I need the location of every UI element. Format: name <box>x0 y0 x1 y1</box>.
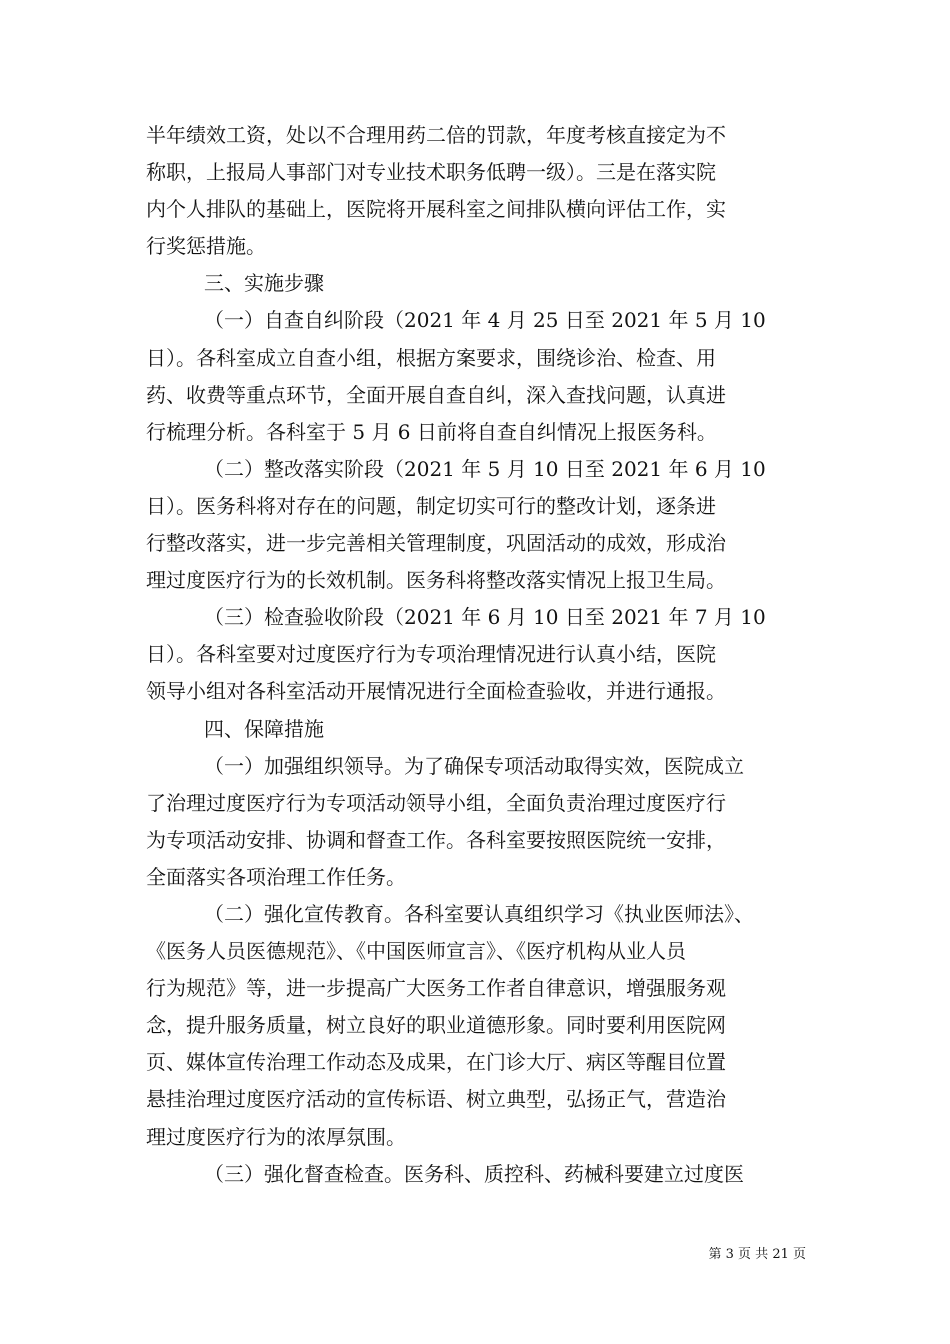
text-line: 行为规范》等，进一步提高广大医务工作者自律意识，增强服务观 <box>146 976 726 1001</box>
text-line: 药、收费等重点环节，全面开展自查自纠，深入查找问题，认真进 <box>146 382 726 407</box>
text-line: 行梳理分析。各科室于 5 月 6 日前将自查自纠情况上报医务科。 <box>146 419 717 444</box>
text-line: 页、媒体宣传治理工作动态及成果，在门诊大厅、病区等醒目位置 <box>146 1050 726 1075</box>
text-line: （三）强化督查检查。医务科、质控科、药械科要建立过度医 <box>204 1161 744 1186</box>
text-line: 《医务人员医德规范》、《中国医师宣言》、《医疗机构从业人员 <box>146 939 686 964</box>
text-line: 称职，上报局人事部门对专业技术职务低聘一级）。三是在落实院 <box>146 160 716 185</box>
text-line: 行整改落实，进一步完善相关管理制度，巩固活动的成效，形成治 <box>146 531 726 556</box>
text-line: 日）。各科室成立自查小组，根据方案要求，围绕诊治、检查、用 <box>146 345 716 370</box>
text-line: 为专项活动安排、协调和督查工作。各科室要按照医院统一安排， <box>146 827 726 852</box>
text-line: （二）整改落实阶段（2021 年 5 月 10 日至 2021 年 6 月 10 <box>204 456 766 481</box>
section-heading: 三、实施步骤 <box>204 271 324 296</box>
section-heading: 四、保障措施 <box>204 716 324 741</box>
text-line: 了治理过度医疗行为专项活动领导小组，全面负责治理过度医疗行 <box>146 790 726 815</box>
text-line: 理过度医疗行为的长效机制。医务科将整改落实情况上报卫生局。 <box>146 568 726 593</box>
text-line: 内个人排队的基础上，医院将开展科室之间排队横向评估工作，实 <box>146 197 726 222</box>
page-number: 第 3 页 共 21 页 <box>708 1247 806 1262</box>
text-line: 领导小组对各科室活动开展情况进行全面检查验收，并进行通报。 <box>146 679 726 704</box>
text-line: 日）。医务科将对存在的问题，制定切实可行的整改计划，逐条进 <box>146 493 716 518</box>
text-line: （二）强化宣传教育。各科室要认真组织学习《执业医师法》、 <box>204 901 754 926</box>
text-line: 理过度医疗行为的浓厚氛围。 <box>146 1124 406 1149</box>
text-line: 行奖惩措施。 <box>146 234 266 259</box>
text-line: 念，提升服务质量，树立良好的职业道德形象。同时要利用医院网 <box>146 1013 726 1038</box>
body-text <box>146 117 806 1193</box>
text-line: 悬挂治理过度医疗活动的宣传标语、树立典型，弘扬正气，营造治 <box>146 1087 726 1112</box>
text-line: 日）。各科室要对过度医疗行为专项治理情况进行认真小结，医院 <box>146 642 716 667</box>
text-line: （一）自查自纠阶段（2021 年 4 月 25 日至 2021 年 5 月 10 <box>204 308 766 333</box>
text-line: （三）检查验收阶段（2021 年 6 月 10 日至 2021 年 7 月 10 <box>204 605 766 630</box>
text-line: 半年绩效工资，处以不合理用药二倍的罚款，年度考核直接定为不 <box>146 123 726 147</box>
text-line: （一）加强组织领导。为了确保专项活动取得实效，医院成立 <box>204 753 744 778</box>
text-line: 全面落实各项治理工作任务。 <box>146 864 406 889</box>
